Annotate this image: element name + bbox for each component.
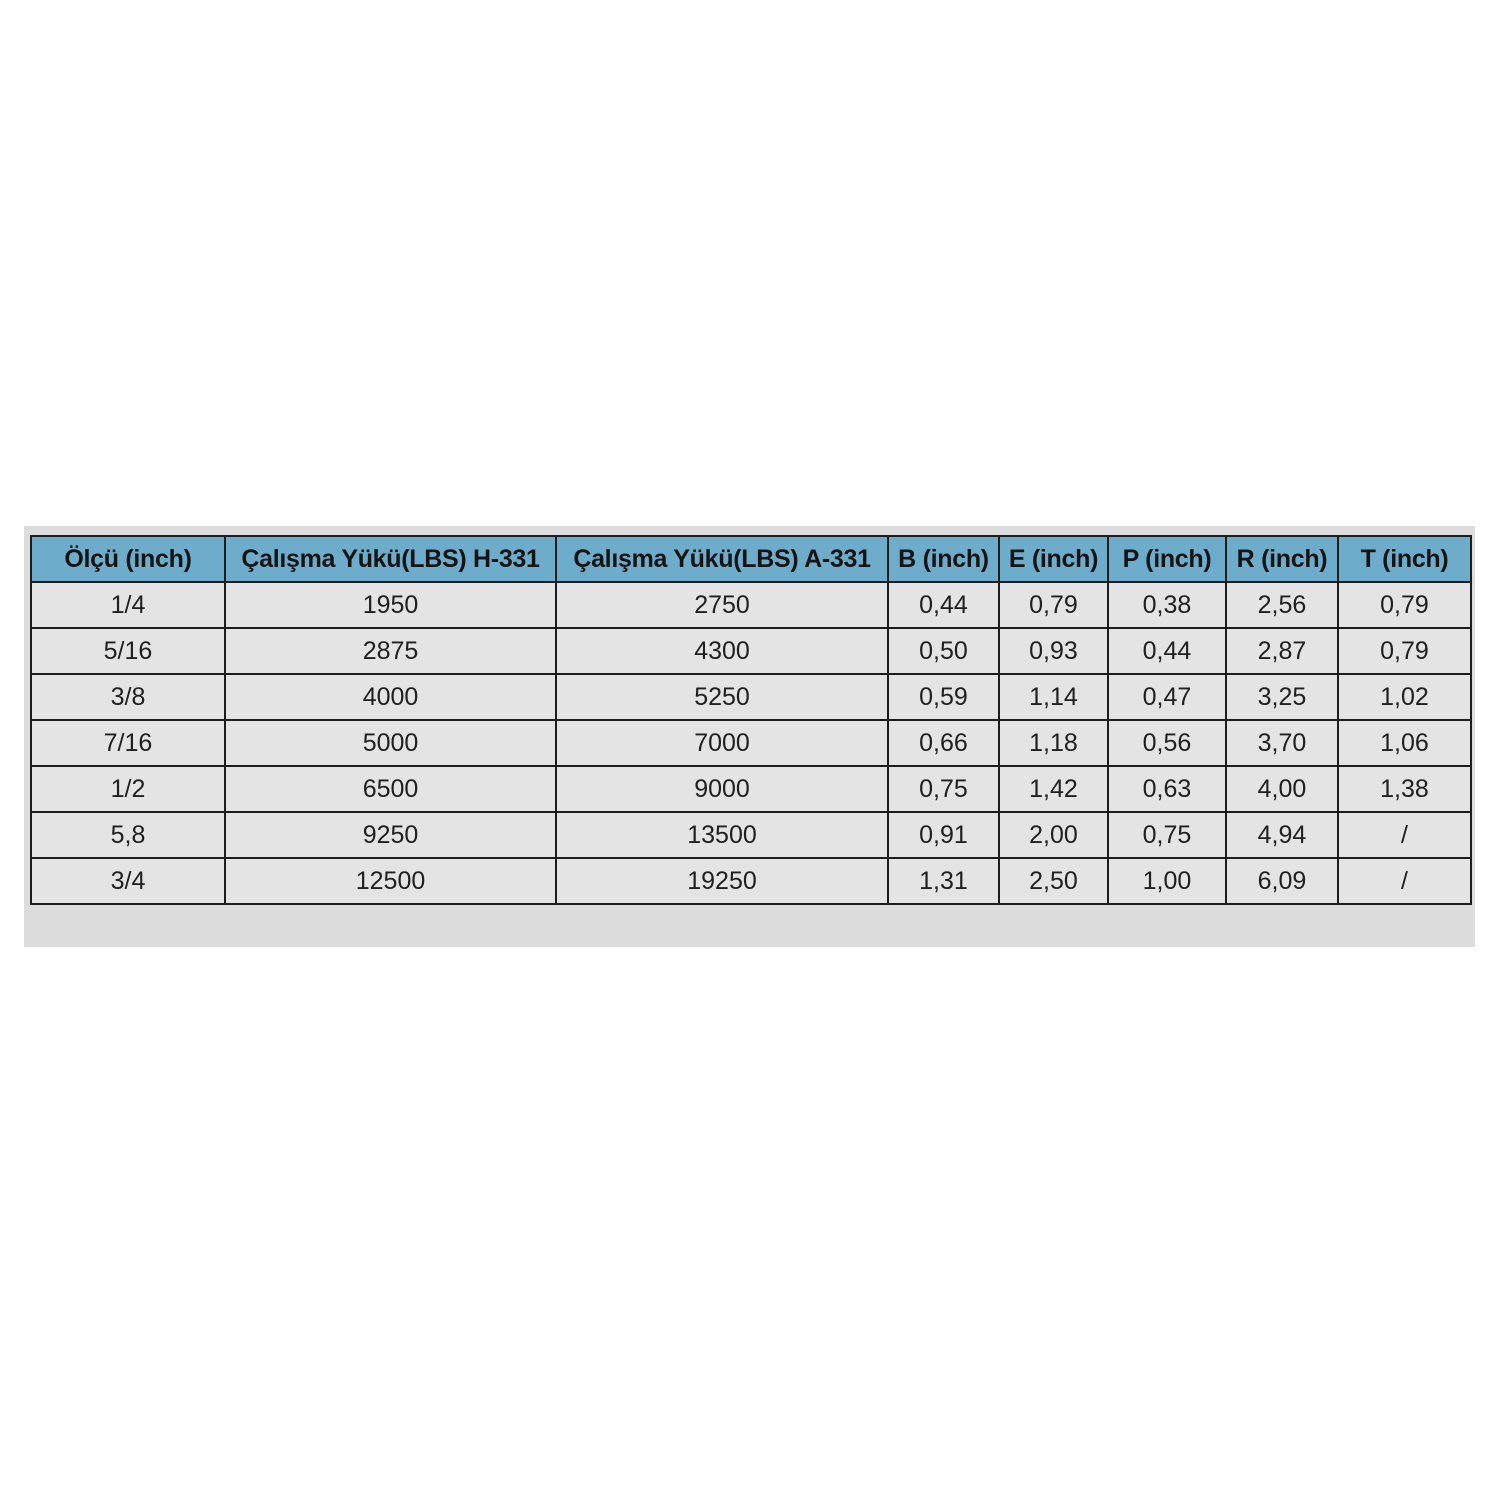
header-t: T (inch) (1338, 536, 1471, 582)
header-row (31, 536, 1471, 582)
header-size: Ölçü (inch) (31, 536, 225, 582)
table-row (31, 812, 1471, 858)
cell-size: 3/8 (31, 674, 225, 720)
cell-t: 1,06 (1338, 720, 1471, 766)
cell-t: / (1338, 858, 1471, 904)
cell-load-a331: 7000 (556, 720, 888, 766)
cell-e: 0,79 (999, 582, 1108, 628)
cell-r: 2,56 (1226, 582, 1338, 628)
cell-b: 0,91 (888, 812, 999, 858)
cell-r: 2,87 (1226, 628, 1338, 674)
cell-p: 0,56 (1108, 720, 1226, 766)
table-row (31, 674, 1471, 720)
cell-size: 3/4 (31, 858, 225, 904)
table-row (31, 766, 1471, 812)
spec-table (30, 535, 1472, 905)
cell-b: 0,66 (888, 720, 999, 766)
header-load-a331: Çalışma Yükü(LBS) A-331 (556, 536, 888, 582)
table-row (31, 720, 1471, 766)
cell-p: 1,00 (1108, 858, 1226, 904)
cell-p: 0,63 (1108, 766, 1226, 812)
header-r: R (inch) (1226, 536, 1338, 582)
cell-load-a331: 2750 (556, 582, 888, 628)
cell-e: 1,42 (999, 766, 1108, 812)
cell-p: 0,75 (1108, 812, 1226, 858)
spec-table-frame (24, 526, 1475, 947)
cell-size: 5,8 (31, 812, 225, 858)
cell-size: 1/4 (31, 582, 225, 628)
cell-load-a331: 4300 (556, 628, 888, 674)
table-row (31, 582, 1471, 628)
cell-e: 1,14 (999, 674, 1108, 720)
cell-t: 1,38 (1338, 766, 1471, 812)
cell-b: 0,75 (888, 766, 999, 812)
cell-e: 2,00 (999, 812, 1108, 858)
cell-t: 1,02 (1338, 674, 1471, 720)
header-p: P (inch) (1108, 536, 1226, 582)
cell-p: 0,47 (1108, 674, 1226, 720)
cell-size: 1/2 (31, 766, 225, 812)
cell-e: 0,93 (999, 628, 1108, 674)
cell-p: 0,38 (1108, 582, 1226, 628)
cell-load-a331: 9000 (556, 766, 888, 812)
header-e: E (inch) (999, 536, 1108, 582)
cell-b: 0,59 (888, 674, 999, 720)
cell-r: 6,09 (1226, 858, 1338, 904)
cell-r: 3,70 (1226, 720, 1338, 766)
cell-e: 1,18 (999, 720, 1108, 766)
cell-r: 3,25 (1226, 674, 1338, 720)
header-load-h331: Çalışma Yükü(LBS) H-331 (225, 536, 556, 582)
cell-e: 2,50 (999, 858, 1108, 904)
cell-t: / (1338, 812, 1471, 858)
cell-r: 4,00 (1226, 766, 1338, 812)
cell-load-h331: 6500 (225, 766, 556, 812)
table-row (31, 858, 1471, 904)
cell-load-h331: 4000 (225, 674, 556, 720)
cell-load-h331: 1950 (225, 582, 556, 628)
cell-load-h331: 5000 (225, 720, 556, 766)
cell-b: 1,31 (888, 858, 999, 904)
cell-b: 0,50 (888, 628, 999, 674)
cell-load-h331: 12500 (225, 858, 556, 904)
header-b: B (inch) (888, 536, 999, 582)
table-row (31, 628, 1471, 674)
cell-load-a331: 19250 (556, 858, 888, 904)
cell-t: 0,79 (1338, 582, 1471, 628)
cell-b: 0,44 (888, 582, 999, 628)
cell-load-a331: 5250 (556, 674, 888, 720)
cell-load-h331: 9250 (225, 812, 556, 858)
cell-load-h331: 2875 (225, 628, 556, 674)
cell-p: 0,44 (1108, 628, 1226, 674)
cell-size: 5/16 (31, 628, 225, 674)
cell-load-a331: 13500 (556, 812, 888, 858)
cell-t: 0,79 (1338, 628, 1471, 674)
cell-r: 4,94 (1226, 812, 1338, 858)
cell-size: 7/16 (31, 720, 225, 766)
